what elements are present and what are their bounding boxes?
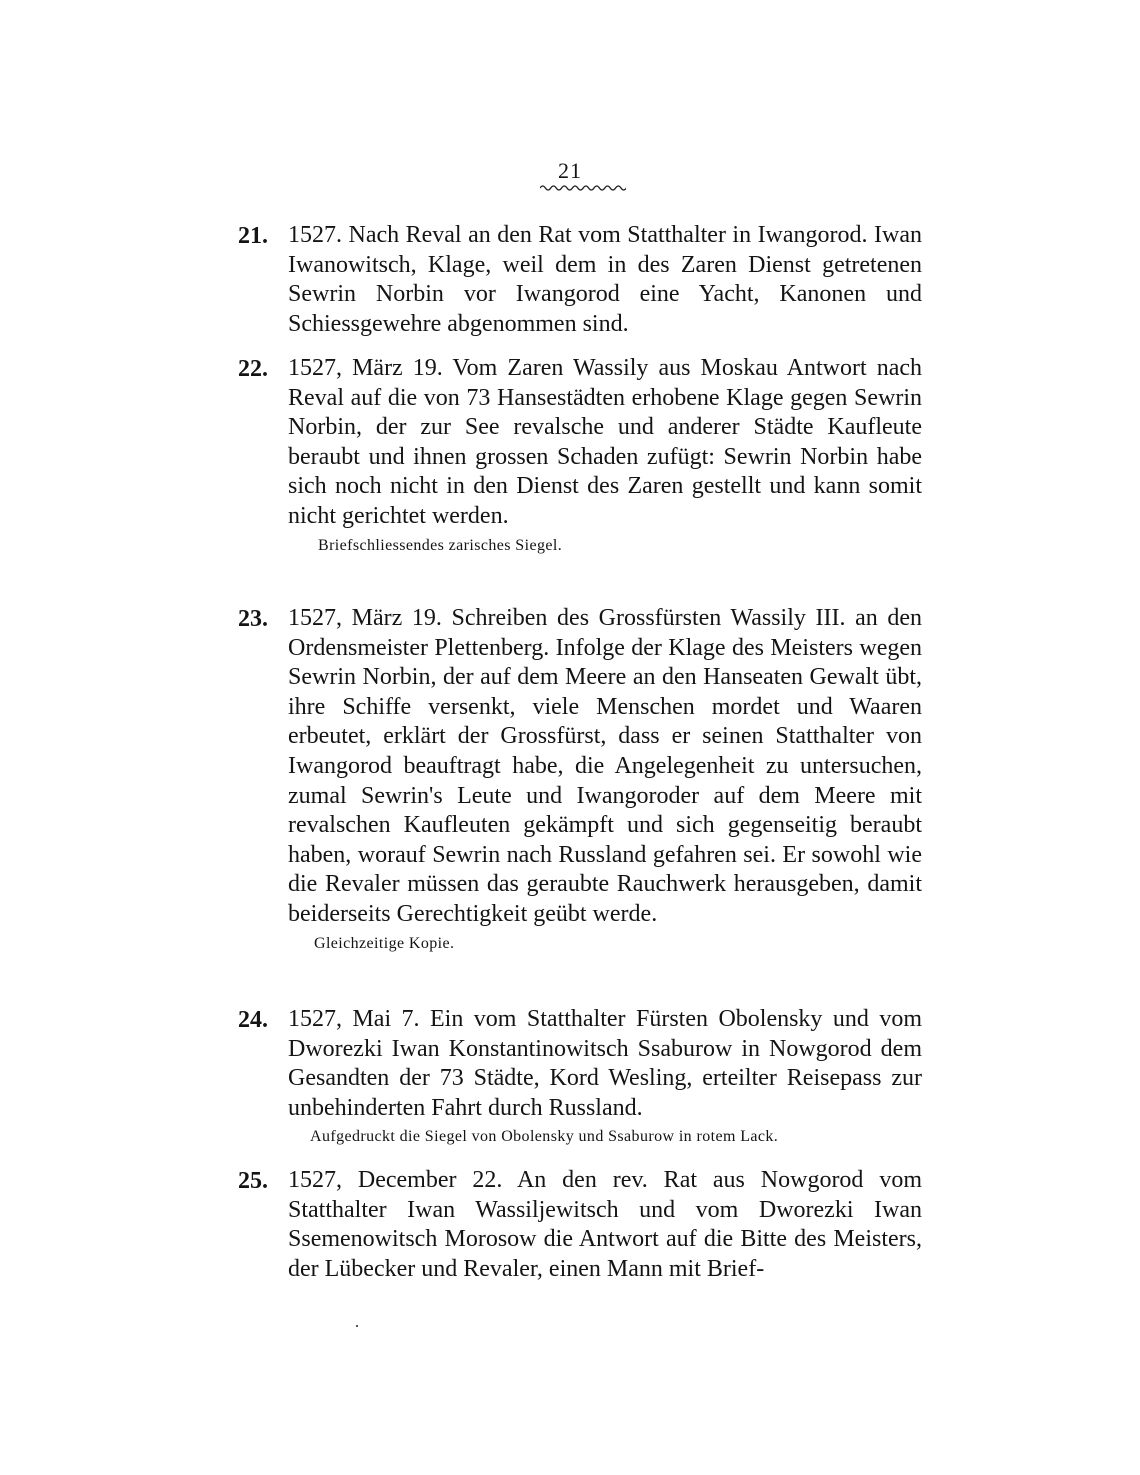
entry-text: 1527, Mai 7. Ein vom Statthalter Fürsten Obolensky und vom Dworezki Iwan Konstantinowitsch Ssaburow in Nowgorod dem Gesandten der 73 Städte, Kord Wesling, erteilter Reisepass zur unbehinderten Fahrt durch Russland. [288,1006,922,1121]
speck [356,1325,358,1327]
entry-23 [238,604,922,954]
page-number: 21 [558,158,582,183]
entry-text: 1527, März 19. Vom Zaren Wassily aus Moskau Antwort nach Reval auf die von 73 Hansestädten erhobene Klage gegen Sewrin Norbin, der zur See revalsche und anderer Städte Kaufleute beraubt und ihnen grossen Schaden zufügt: Sewrin Norbin habe sich noch nicht in den Dienst des Zaren gestellt und kann somit nicht gerichtet werden. [288,355,922,529]
entry-note: Gleichzeitige Kopie. [314,934,455,952]
wavy-rule-ornament [540,184,626,192]
entry-text: 1527. Nach Reval an den Rat vom Statthalter in Iwangorod. Iwan Iwanowitsch, Klage, weil dem in des Zaren Dienst getretenen Sewrin Norbin vor Iwangorod eine Yacht, Kanonen und Schiessgewehre abgenommen sind. [288,222,922,337]
entry-24 [238,1005,922,1147]
entry-22 [238,354,922,556]
entry-note: Aufgedruckt die Siegel von Obolensky und Ssaburow in rotem Lack. [310,1128,779,1146]
entry-note: Briefschliessendes zarisches Siegel. [318,536,563,554]
entry-25 [238,1166,922,1284]
entry-number: 22. [238,356,268,382]
entry-text: 1527, December 22. An den rev. Rat aus Nowgorod vom Statthalter Iwan Wassiljewitsch und vom Dworezki Iwan Ssemenowitsch Morosow die Antwort auf die Bitte des Meisters, der Lübecker und Revaler, einen Mann mit Brief- [288,1167,922,1282]
entry-number: 21. [238,223,268,249]
entry-text: 1527, März 19. Schreiben des Grossfürsten Wassily III. an den Ordensmeister Plettenberg. Infolge der Klage des Meisters wegen Sewrin Norbin, der auf dem Meere an den Hanseaten Gewalt übt, ihre Schiffe versenkt, viele Menschen mordet und Waaren erbeutet, erklärt der Grossfürst, dass er seinen Statthalter von Iwangorod beauftragt habe, die Angelegenheit zu untersuchen, zumal Sewrin's Leute und Iwangoroder auf dem Meere mit revalschen Kaufleuten gekämpft und sich gegenseitig beraubt haben, worauf Sewrin nach Russland gefahren sei. Er sowohl wie die Revaler müssen das geraubte Rauchwerk herausgeben, damit beiderseits Gerechtigkeit geübt werde. [288,605,922,927]
entry-number: 24. [238,1007,268,1033]
entry-number: 25. [238,1168,268,1194]
entry-number: 23. [238,606,268,632]
entry-21 [238,221,922,339]
